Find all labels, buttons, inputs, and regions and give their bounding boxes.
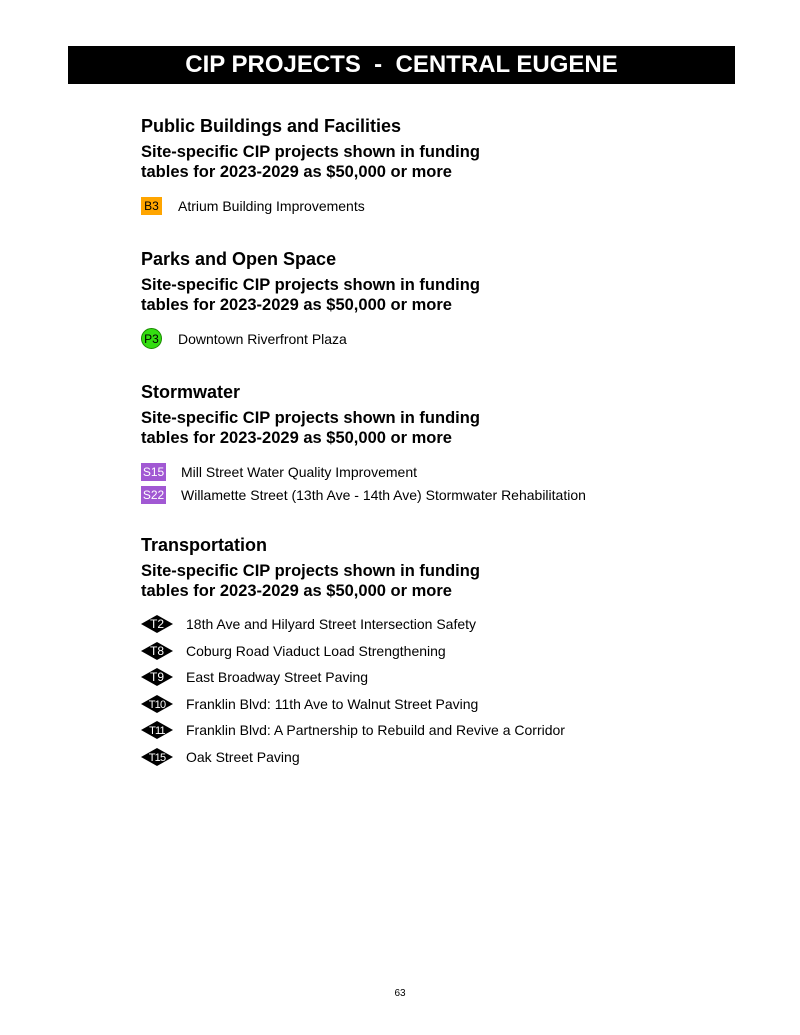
project-item [141, 194, 761, 217]
project-label: Franklin Blvd: A Partnership to Rebuild and Revive a Corridor [186, 722, 565, 739]
section-title: Stormwater [141, 382, 241, 402]
transportation-badge-code: T9 [149, 670, 165, 685]
project-item [141, 483, 761, 506]
project-item [141, 691, 761, 718]
transportation-diamond-icon [141, 721, 173, 739]
project-label: Franklin Blvd: 11th Ave to Walnut Street Paving [186, 695, 479, 712]
project-label: Atrium Building Improvements [178, 197, 365, 214]
stormwater-badge: S15 [142, 464, 165, 479]
section-subtitle-line: Site-specific CIP projects shown in funding [141, 143, 480, 161]
section-title: Parks and Open Space [141, 249, 337, 269]
project-item [141, 664, 761, 691]
transportation-badge-code: T15 [148, 751, 166, 764]
project-item [141, 717, 761, 744]
project-list [141, 460, 761, 506]
project-item [141, 744, 761, 771]
project-label: Willamette Street (13th Ave - 14th Ave) Stormwater Rehabilitation [181, 486, 586, 503]
project-label: Oak Street Paving [186, 748, 300, 765]
page-number: 63 [394, 988, 406, 999]
building-badge: B3 [141, 197, 162, 215]
project-list [141, 194, 761, 217]
project-label: Downtown Riverfront Plaza [178, 330, 347, 347]
page-banner: CIP PROJECTS - CENTRAL EUGENE [68, 46, 735, 84]
transportation-diamond-icon [141, 642, 173, 660]
section-parks [141, 249, 761, 350]
section-title: Transportation [141, 535, 268, 555]
section-subtitle [141, 275, 761, 315]
project-item [141, 327, 761, 350]
project-item [141, 611, 761, 638]
section-subtitle-line: Site-specific CIP projects shown in funding [141, 562, 480, 580]
section-transportation [141, 535, 761, 770]
section-subtitle [141, 142, 761, 182]
section-subtitle-line: tables for 2023-2029 as $50,000 or more [141, 296, 452, 314]
section-title: Public Buildings and Facilities [141, 116, 402, 136]
transportation-badge-code: T11 [149, 725, 165, 738]
transportation-diamond-icon [141, 615, 173, 633]
section-stormwater [141, 382, 761, 506]
section-subtitle [141, 408, 761, 448]
section-subtitle-line: tables for 2023-2029 as $50,000 or more [141, 163, 452, 181]
transportation-badge-code: T8 [149, 643, 165, 658]
section-subtitle-line: Site-specific CIP projects shown in funding [141, 409, 480, 427]
transportation-badge-code: T10 [148, 698, 166, 711]
transportation-diamond-icon [141, 695, 173, 713]
project-list [141, 327, 761, 350]
section-subtitle-line: tables for 2023-2029 as $50,000 or more [141, 582, 452, 600]
transportation-badge-code: T2 [149, 617, 165, 632]
project-label: Mill Street Water Quality Improvement [181, 463, 417, 480]
park-badge: P3 [141, 328, 162, 349]
section-subtitle-line: Site-specific CIP projects shown in funding [141, 276, 480, 294]
project-item [141, 638, 761, 665]
project-item [141, 460, 761, 483]
section-public-buildings [141, 116, 761, 217]
transportation-diamond-icon [141, 668, 173, 686]
project-label: Coburg Road Viaduct Load Strengthening [186, 642, 446, 659]
project-label: 18th Ave and Hilyard Street Intersection Safety [186, 616, 477, 633]
section-subtitle [141, 561, 761, 601]
project-label: East Broadway Street Paving [186, 669, 369, 686]
project-list [141, 611, 761, 770]
stormwater-badge: S22 [142, 487, 165, 502]
transportation-diamond-icon [141, 748, 173, 766]
section-subtitle-line: tables for 2023-2029 as $50,000 or more [141, 429, 452, 447]
